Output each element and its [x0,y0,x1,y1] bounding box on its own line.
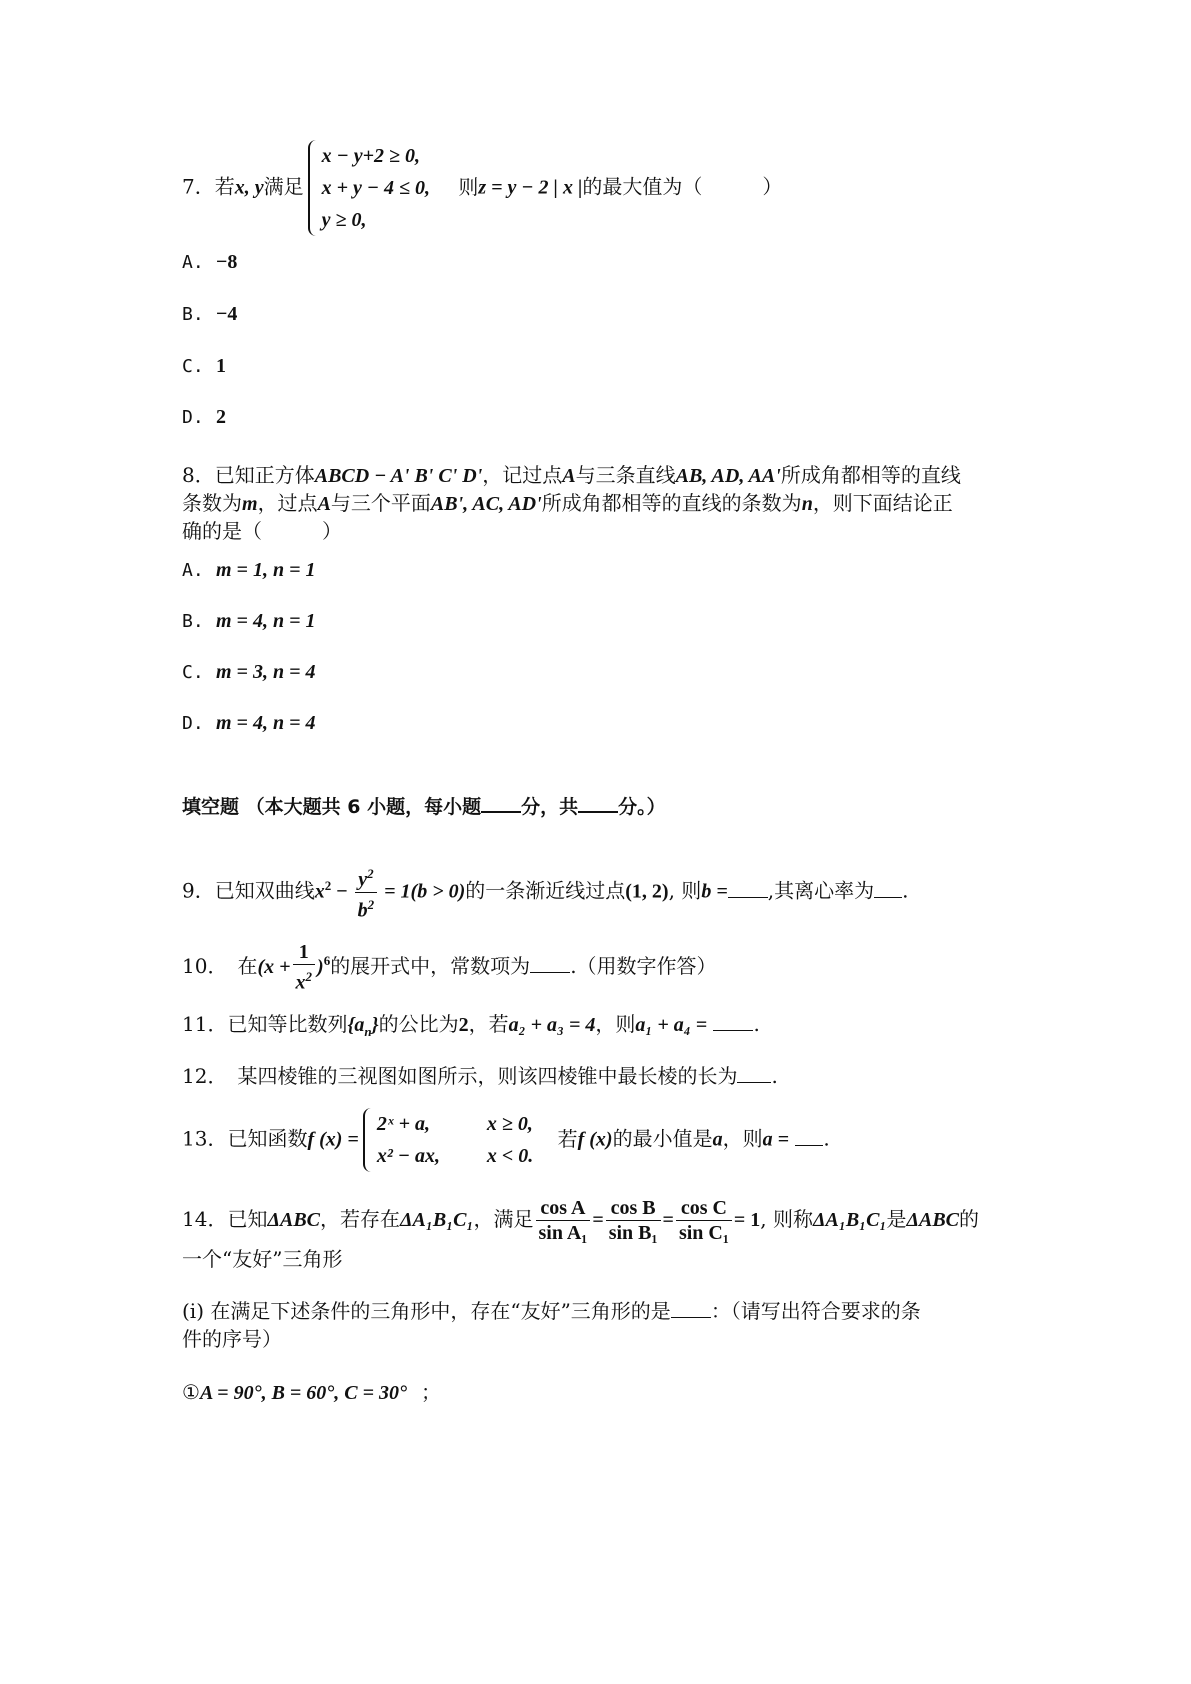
question-14-part-i-line-2: 件的序号） [182,1327,282,1351]
question-14-part-i: (i) 在满足下述条件的三角形中，存在“友好”三角形的是 ：（请写出符合要求的条 [182,1299,921,1323]
q13-piecewise: 2ˣ + a, x ≥ 0, x² − ax, x < 0. [363,1108,533,1172]
question-14-line-2: 一个“友好”三角形 [182,1247,343,1271]
q8-option-b[interactable]: B. m = 4, n = 1 [182,610,316,632]
q10-answer-blank[interactable] [530,972,570,973]
question-8-line-1: 8．已知正方体ABCD − A' B' C' D'，记过点A与三条直线AB, AD, AA'所成角都相等的直线 [182,463,961,487]
question-8-line-2: 条数为m，过点A与三个平面AB', AC, AD'所成角都相等的直线的条数为n，则下面结论正 [182,491,953,515]
question-9: 9．已知双曲线$x^2$ − $\frac{y^2}{b^2}$ = 1(b > 0)的一条渐近线过点(1, 2), 则b = ,其离心率为 . [182,862,1022,922]
q14-condition-1: ①A = 90°, B = 60°, C = 30° ； [182,1380,442,1404]
q7-constraint-system: x − y+2 ≥ 0, x + y − 4 ≤ 0, y ≥ 0, [308,140,430,236]
question-11: 11．已知等比数列$\{a_n\}$的公比为2，若a₂ + a₃ = 4，则a₁ + a₄ = . [182,1012,760,1039]
q7-objective: z = y − 2 | x | [478,176,583,199]
q10-fraction: $\frac{1}{x^2}$ [293,940,316,995]
question-8-line-3: 确的是（ ） [182,519,342,543]
question-13: 13．已知函数f (x) = 2ˣ + a, x ≥ 0, x² − ax, x < 0. 若f (x)的最小值是a，则a = . [182,1108,1022,1172]
question-10: 10． 在(x + $\frac{1}{x^2}$ )$^6$的展开式中，常数项为 .（用数字作答） [182,941,717,994]
q7-option-d[interactable]: D. 2 [182,406,226,428]
question-7: 7．若x, y满足 x − y+2 ≥ 0, x + y − 4 ≤ 0, y ≥ 0, 则z = y − 2 | x |的最大值为（ ） [182,140,1022,236]
q7-option-b[interactable]: B. −4 [182,303,238,325]
q7-option-c[interactable]: C. 1 [182,355,226,377]
q14-part-i-answer-blank[interactable] [671,1317,711,1318]
section-blank-total[interactable] [578,811,618,813]
q9-fraction: $\frac{y^2}{b^2}$ [355,862,378,922]
q7-option-a[interactable]: A. −8 [182,251,238,273]
question-14-line-1: 14．已知ΔABC，若存在ΔA₁B₁C₁，满足 $\frac{\text{cos A}}{\text{sin A₁}}$ = $\frac{\text{cos B}}{\text{sin B₁}}$ = $\frac{\text{cos C}}{\text{sin C₁}}$ = 1, 则称ΔA₁B₁C₁是ΔABC的 [182,1197,980,1244]
section-heading-fill-in: 填空题 （本大题共 6 小题，每小题 分，共 分。） [182,796,666,818]
q14-fraction-c: $\frac{\text{cos C}}{\text{sin C₁}}$ [676,1196,732,1245]
q14-fraction-b: $\frac{\text{cos B}}{\text{sin B₁}}$ [606,1196,661,1245]
q8-option-a[interactable]: A. m = 1, n = 1 [182,559,316,581]
q14-fraction-a: $\frac{\text{cos A}}{\text{sin A₁}}$ [536,1196,591,1245]
q8-option-c[interactable]: C. m = 3, n = 4 [182,661,316,683]
q9-answer-blank-b[interactable] [728,897,768,898]
q9-answer-blank-e[interactable] [874,897,902,898]
question-12: 12． 某四棱锥的三视图如图所示，则该四棱锥中最长棱的长为 . [182,1064,778,1088]
q11-answer-blank[interactable] [713,1030,753,1031]
q12-answer-blank[interactable] [737,1082,771,1083]
q13-answer-blank[interactable] [795,1145,823,1146]
q7-vars: x, y [234,176,264,199]
section-blank-per-question[interactable] [481,811,521,813]
q8-option-d[interactable]: D. m = 4, n = 4 [182,712,316,734]
